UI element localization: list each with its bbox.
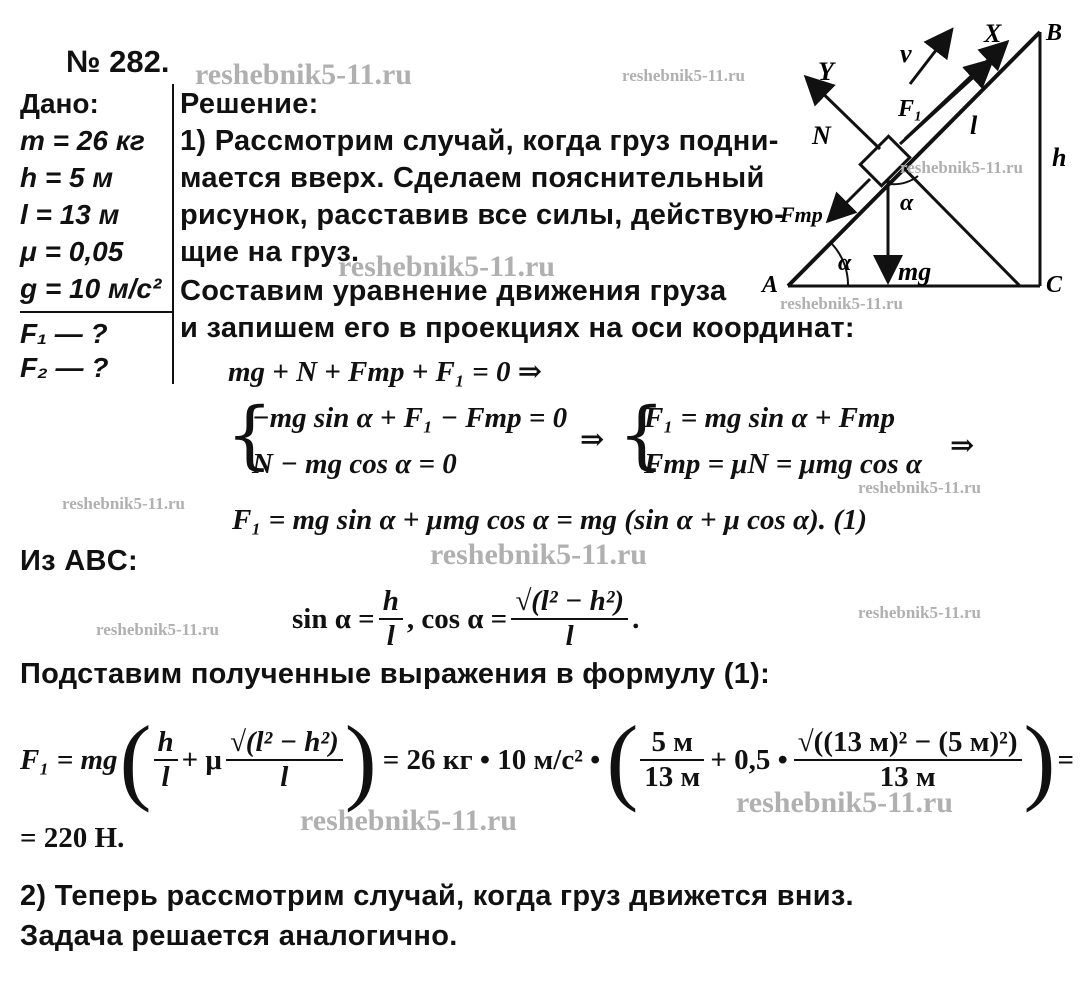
find-item: F₁ — ? bbox=[20, 318, 108, 349]
sin-label: sin α = bbox=[292, 602, 375, 635]
plus-mu: + μ bbox=[181, 743, 222, 776]
plus-coefficient: + 0,5 • bbox=[710, 743, 788, 776]
sin-denominator: l bbox=[386, 620, 395, 653]
denominator: 13 м bbox=[644, 761, 701, 793]
watermark: reshebnik5-11.ru bbox=[96, 620, 219, 639]
watermark: reshebnik5-11.ru bbox=[780, 294, 903, 313]
force-f1-label: F₁ bbox=[898, 96, 923, 122]
substitute-line: Подставим полученные выражения в формулу (1): bbox=[20, 658, 771, 690]
numerator: h bbox=[157, 725, 174, 758]
numerator: √((13 м)² − (5 м)²) bbox=[797, 725, 1018, 758]
watermark: reshebnik5-11.ru bbox=[338, 250, 555, 283]
solution-line: щие на груз. bbox=[180, 236, 360, 268]
final-middle: = 26 кг • 10 м/с² • bbox=[382, 743, 601, 776]
gravity-label: mg bbox=[898, 257, 932, 286]
solution-line: рисунок, расставив все силы, действую- bbox=[180, 199, 785, 231]
system1-eq: −mg sin α + F₁ − Fтр = 0 bbox=[252, 402, 568, 434]
paren-open: ( bbox=[119, 706, 152, 813]
cos-fraction bbox=[511, 585, 628, 654]
given-item: m = 26 кг bbox=[20, 125, 145, 156]
axis-x-label: X bbox=[984, 19, 1002, 48]
implies-arrow: ⇒ bbox=[580, 424, 605, 456]
velocity-arrow bbox=[910, 32, 950, 84]
watermark: reshebnik5-11.ru bbox=[900, 158, 1023, 177]
denominator: 13 м bbox=[879, 761, 936, 793]
h-over-l bbox=[154, 726, 178, 795]
watermark: reshebnik5-11.ru bbox=[430, 538, 647, 571]
angle-load-label: α bbox=[900, 190, 914, 216]
inclined-plane-diagram bbox=[740, 4, 1080, 304]
height-label: h bbox=[1052, 143, 1067, 172]
watermark: reshebnik5-11.ru bbox=[736, 786, 953, 819]
given-item: g = 10 м/с² bbox=[20, 273, 162, 304]
part2-line: Задача решается аналогично. bbox=[20, 920, 458, 952]
period: . bbox=[632, 602, 640, 635]
watermark: reshebnik5-11.ru bbox=[858, 603, 981, 622]
part2-line: 2) Теперь рассмотрим случай, когда груз движется вниз. bbox=[20, 880, 854, 912]
given-item: μ = 0,05 bbox=[20, 236, 124, 267]
angle-a-label: α bbox=[838, 250, 852, 276]
watermark: reshebnik5-11.ru bbox=[195, 58, 412, 91]
denominator: l bbox=[280, 761, 289, 793]
cos-denominator: l bbox=[565, 620, 574, 653]
from-abc: Из ABC: bbox=[20, 545, 138, 577]
vertex-a-label: A bbox=[762, 272, 779, 298]
result: = 220 Н. bbox=[20, 822, 125, 854]
given-separator bbox=[172, 84, 174, 384]
vertex-b-label: B bbox=[1046, 20, 1063, 46]
normal-force-label: N bbox=[812, 121, 831, 150]
numerator: 5 м bbox=[651, 725, 694, 758]
sin-cos-formulas bbox=[292, 585, 639, 654]
problem-number: № 282. bbox=[66, 44, 170, 79]
implies-arrow: ⇒ bbox=[950, 430, 975, 462]
left-brace: { bbox=[226, 392, 274, 478]
solution-line: 1) Рассмотрим случай, когда груз подни- bbox=[180, 125, 779, 157]
solution-line: и запишем его в проекциях на оси координат: bbox=[180, 312, 855, 344]
numerator: √(l² − h²) bbox=[229, 725, 339, 758]
left-brace: { bbox=[618, 392, 666, 478]
friction-force-arrow bbox=[830, 179, 870, 219]
watermark: reshebnik5-11.ru bbox=[62, 494, 185, 513]
friction-force-label: Fтр bbox=[780, 202, 823, 227]
find-item: F₂ — ? bbox=[20, 352, 109, 383]
vertex-c-label: C bbox=[1046, 272, 1063, 298]
system1-eq: N − mg cos α = 0 bbox=[252, 448, 457, 480]
denominator: l bbox=[161, 761, 170, 793]
five-over-thirteen bbox=[640, 726, 704, 795]
length-label: l bbox=[970, 111, 978, 140]
cos-label: , cos α = bbox=[406, 602, 508, 635]
given-title: Дано: bbox=[20, 88, 99, 119]
watermark: reshebnik5-11.ru bbox=[622, 66, 745, 85]
given-item: l = 13 м bbox=[20, 199, 120, 230]
sin-fraction bbox=[379, 585, 403, 654]
equation-1: F₁ = mg sin α + μmg cos α = mg (sin α + μ cos α). (1) bbox=[232, 504, 868, 536]
solution-line: Составим уравнение движения груза bbox=[180, 275, 727, 307]
paren-close: ) bbox=[344, 706, 377, 813]
root-over-thirteen bbox=[794, 726, 1022, 795]
system2-eq: Fтр = μN = μmg cos α bbox=[644, 448, 922, 480]
velocity-label: v bbox=[900, 39, 912, 68]
sin-numerator: h bbox=[382, 585, 399, 617]
paren-close: ) bbox=[1023, 706, 1056, 813]
watermark: reshebnik5-11.ru bbox=[300, 804, 517, 837]
final-lhs: F₁ = mg bbox=[20, 743, 118, 776]
paren-open: ( bbox=[606, 706, 639, 813]
axis-y-label: Y bbox=[818, 57, 834, 86]
system2-eq: F₁ = mg sin α + Fтр bbox=[644, 402, 895, 434]
watermark: reshebnik5-11.ru bbox=[858, 478, 981, 497]
given-divider bbox=[20, 311, 172, 313]
vector-equation: mg + N + Fтр + F₁ = 0 ⇒ bbox=[228, 356, 543, 388]
cos-numerator: √(l² − h²) bbox=[515, 585, 625, 617]
solution-title: Решение: bbox=[180, 88, 319, 120]
final-equals: = bbox=[1057, 743, 1075, 776]
given-item: h = 5 м bbox=[20, 162, 114, 193]
solution-line: мается вверх. Сделаем пояснительный bbox=[180, 162, 765, 194]
root-over-l bbox=[226, 726, 343, 795]
